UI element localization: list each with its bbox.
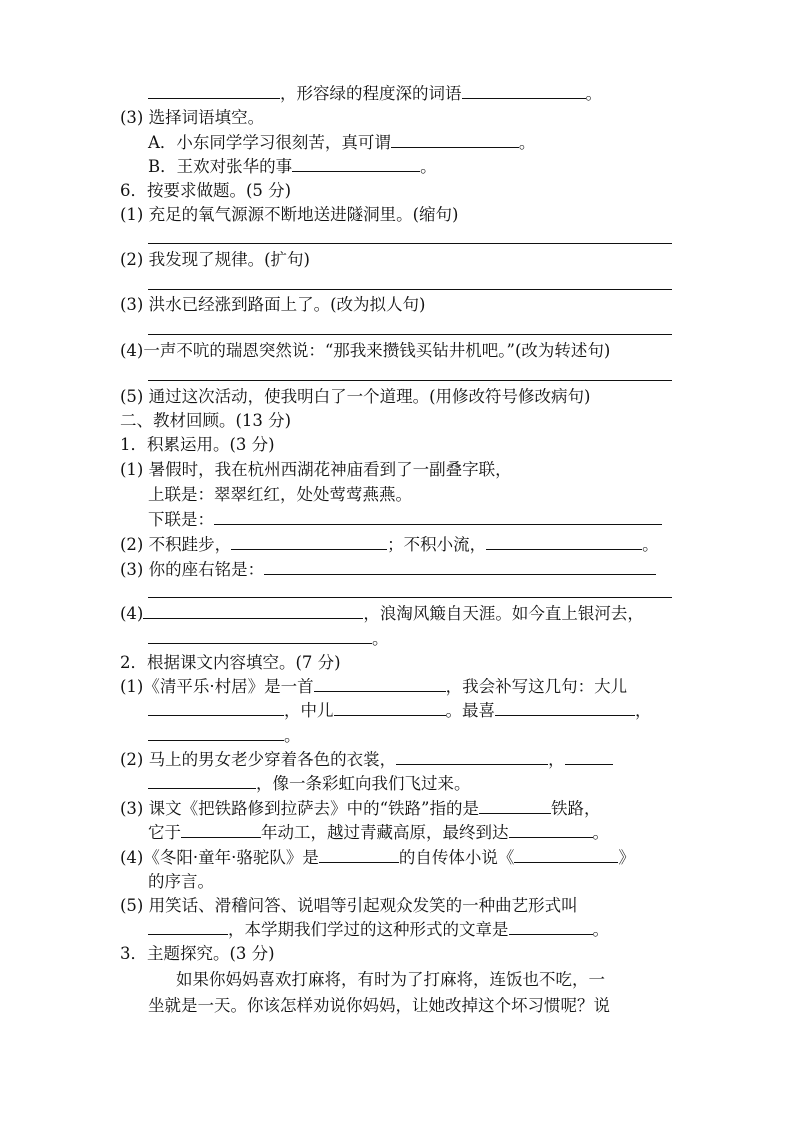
answer-line[interactable] [148,334,672,335]
question-item: (4)一声不吭的瑞恩突然说：“那我来攒钱买钻井机吧。”(改为转述句) [120,341,611,360]
question-item: (5) 通过这次活动，使我明白了一个道理。(用修改符号修改病句) [120,387,591,406]
answer-blank[interactable] [319,844,399,863]
answer-blank[interactable] [509,819,593,838]
question-item: (1) 充足的氧气源源不断地送进隧洞里。(缩句) [120,205,459,224]
question-item: (3) 你的座右铭是： [120,556,794,584]
answer-blank[interactable] [462,80,586,99]
section-heading: 2．根据课文内容填空。(7 分) [120,653,341,672]
answer-blank[interactable] [264,556,656,575]
line-green-words: ，形容绿的程度深的词语 。 [148,80,794,108]
section-heading: 6．按要求做题。(5 分) [120,181,292,200]
answer-blank[interactable] [214,506,662,525]
question-item: (2) 马上的男女老少穿着各色的衣裳， ， [120,746,794,774]
answer-blank[interactable] [486,531,642,550]
question-item: (3) 洪水已经涨到路面上了。(改为拟人句) [120,295,426,314]
question-item: B．王欢对张华的事 。 [148,153,794,181]
answer-blank[interactable] [495,697,635,716]
answer-blank[interactable] [148,916,228,935]
answer-line[interactable] [148,380,672,381]
question-item: (2) 我发现了规律。(扩句) [120,250,310,269]
question-item: A．小东同学学习很刻苦，真可谓 。 [148,129,794,157]
answer-blank[interactable] [292,153,420,172]
answer-blank[interactable] [148,625,372,644]
couplet-lower: 下联是： [148,506,794,534]
question-item: (1) 暑假时，我在杭州西湖花神庙看到了一副叠字联， [120,460,512,479]
question-item: 它于 年动工，越过青藏高原，最终到达 。 [148,819,794,847]
answer-line[interactable] [148,597,672,598]
paragraph-line: 如果你妈妈喜欢打麻将，有时为了打麻将，连饭也不吃，一 [176,970,605,989]
question-item: 。 [148,722,794,750]
answer-blank[interactable] [396,746,548,765]
question-item: ，像一条彩虹向我们飞过来。 [148,770,794,798]
answer-blank[interactable] [143,600,363,619]
section-heading: 3．主题探究。(3 分) [120,944,275,963]
question-item: 。 [148,625,794,653]
answer-blank[interactable] [314,673,446,692]
paragraph-line: 坐就是一天。你该怎样劝说你妈妈，让她改掉这个坏习惯呢？说 [148,996,610,1015]
question-item: ，本学期我们学过的这种形式的文章是 。 [148,916,794,944]
answer-line[interactable] [148,289,672,290]
section-heading: 1．积累运用。(3 分) [120,435,275,454]
answer-blank[interactable] [334,697,446,716]
question-title: (3) 选择词语填空。 [120,108,265,127]
answer-blank[interactable] [181,819,261,838]
question-item: (3) 课文《把铁路修到拉萨去》中的“铁路”指的是 铁路， [120,795,794,823]
answer-blank[interactable] [231,531,387,550]
answer-blank[interactable] [479,795,551,814]
answer-blank[interactable] [391,129,519,148]
section-heading: 二、教材回顾。(13 分) [120,411,292,430]
answer-blank[interactable] [148,80,280,99]
question-item: (1)《清平乐·村居》是一首 ，我会补写这几句：大儿 [120,673,794,701]
question-item: ，中儿 。最喜 ， [148,697,794,725]
question-item: (2) 不积跬步， ；不积小流， 。 [120,531,794,559]
answer-blank[interactable] [514,844,618,863]
answer-blank[interactable] [565,746,613,765]
answer-blank[interactable] [148,697,284,716]
question-item: (4)《冬阳·童年·骆驼队》是 的自传体小说《 》 [120,844,794,872]
answer-blank[interactable] [509,916,593,935]
couplet-upper: 上联是：翠翠红红，处处莺莺燕燕。 [148,485,412,504]
question-item: 的序言。 [148,872,214,891]
answer-line[interactable] [148,243,672,244]
answer-blank[interactable] [148,722,284,741]
question-item: (5) 用笑话、滑稽问答、说唱等引起观众发笑的一种曲艺形式叫 [120,896,578,915]
question-item: (4) ，浪淘风簸自天涯。如今直上银河去， [120,600,794,628]
answer-blank[interactable] [148,770,256,789]
